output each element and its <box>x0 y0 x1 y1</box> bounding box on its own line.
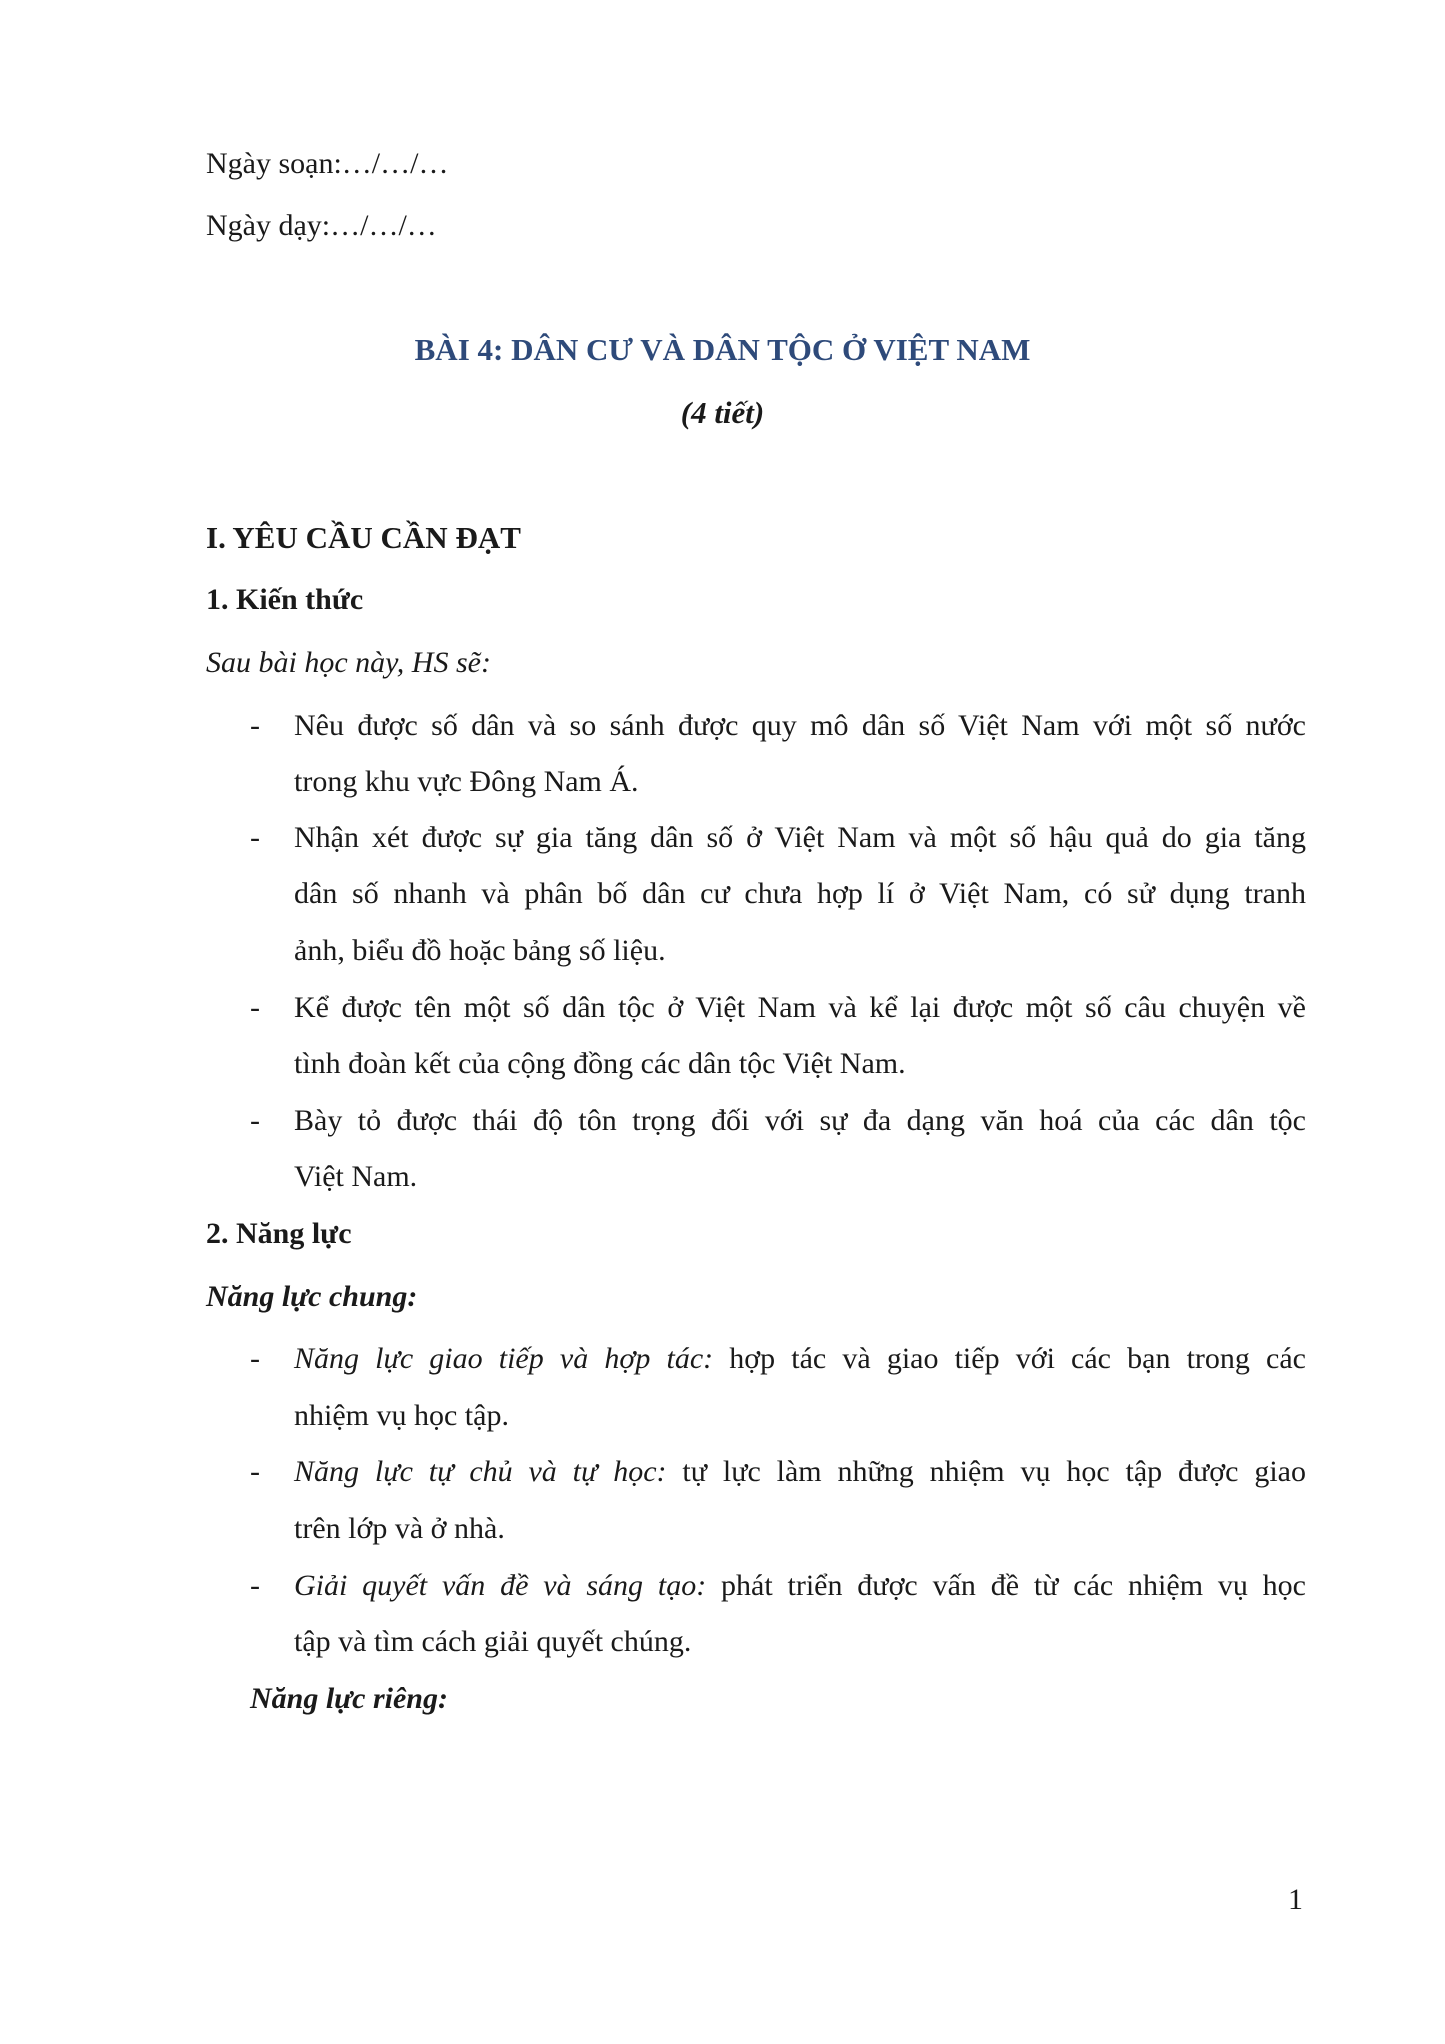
bullet-dash: - <box>250 709 260 742</box>
bullet-dash: - <box>250 821 260 854</box>
competence-item-1-line-2: nhiệm vụ học tập. <box>294 1399 509 1432</box>
bullet-dash: - <box>250 1342 260 1375</box>
knowledge-item-4-line-1: Bày tỏ được thái độ tôn trọng đối với sự đa dạng văn hoá của các dân tộc <box>294 1104 1306 1137</box>
competence-item-3-text: phát triển được vấn đề từ các nhiệm vụ học <box>706 1569 1306 1602</box>
bullet-dash: - <box>250 1104 260 1137</box>
competence-item-3-line-2: tập và tìm cách giải quyết chúng. <box>294 1625 692 1658</box>
knowledge-item-1-line-2: trong khu vực Đông Nam Á. <box>294 765 639 798</box>
knowledge-item-2-line-3: ảnh, biểu đồ hoặc bảng số liệu. <box>294 934 666 967</box>
page-number: 1 <box>1288 1883 1303 1916</box>
knowledge-item-3-line-2: tình đoàn kết của cộng đồng các dân tộc Việt Nam. <box>294 1047 906 1080</box>
section-heading-requirements: I. YÊU CẦU CẦN ĐẠT <box>206 520 521 555</box>
date-prepared: Ngày soạn:…/…/… <box>206 147 449 180</box>
knowledge-item-3-line-1: Kể được tên một số dân tộc ở Việt Nam và kể lại được một số câu chuyện về <box>294 991 1306 1024</box>
bullet-dash: - <box>250 1569 260 1602</box>
competence-item-2-line-2: trên lớp và ở nhà. <box>294 1512 505 1545</box>
lesson-title: BÀI 4: DÂN CƯ VÀ DÂN TỘC Ở VIỆT NAM <box>414 332 1031 367</box>
bullet-dash: - <box>250 991 260 1024</box>
date-taught: Ngày dạy:…/…/… <box>206 209 437 242</box>
competence-item-1-text: hợp tác và giao tiếp với các bạn trong các <box>713 1342 1306 1375</box>
knowledge-item-2-line-1: Nhận xét được sự gia tăng dân số ở Việt Nam và một số hậu quả do gia tăng <box>294 821 1306 854</box>
lesson-duration: (4 tiết) <box>680 395 765 430</box>
competence-item-1-label: Năng lực giao tiếp và hợp tác: <box>294 1342 714 1375</box>
subsection-heading-knowledge: 1. Kiến thức <box>206 583 364 616</box>
competence-item-3-label: Giải quyết vấn đề và sáng tạo: <box>294 1569 707 1602</box>
bullet-dash: - <box>250 1455 260 1488</box>
competence-item-2-line-1 <box>294 1452 1306 1492</box>
competence-item-3-line-1 <box>294 1566 1306 1606</box>
subsection-heading-competence: 2. Năng lực <box>206 1217 352 1250</box>
general-competence-heading: Năng lực chung: <box>206 1280 418 1313</box>
competence-item-2-text: tự lực làm những nhiệm vụ học tập được giao <box>666 1455 1306 1488</box>
knowledge-item-4-line-2: Việt Nam. <box>294 1160 418 1193</box>
knowledge-item-2-line-2: dân số nhanh và phân bố dân cư chưa hợp lí ở Việt Nam, có sử dụng tranh <box>294 877 1306 910</box>
competence-item-2-label: Năng lực tự chủ và tự học: <box>294 1455 667 1488</box>
knowledge-intro: Sau bài học này, HS sẽ: <box>206 646 491 679</box>
specific-competence-heading: Năng lực riêng: <box>250 1682 448 1715</box>
knowledge-item-1-line-1: Nêu được số dân và so sánh được quy mô dân số Việt Nam với một số nước <box>294 709 1306 742</box>
competence-item-1-line-1 <box>294 1339 1306 1379</box>
